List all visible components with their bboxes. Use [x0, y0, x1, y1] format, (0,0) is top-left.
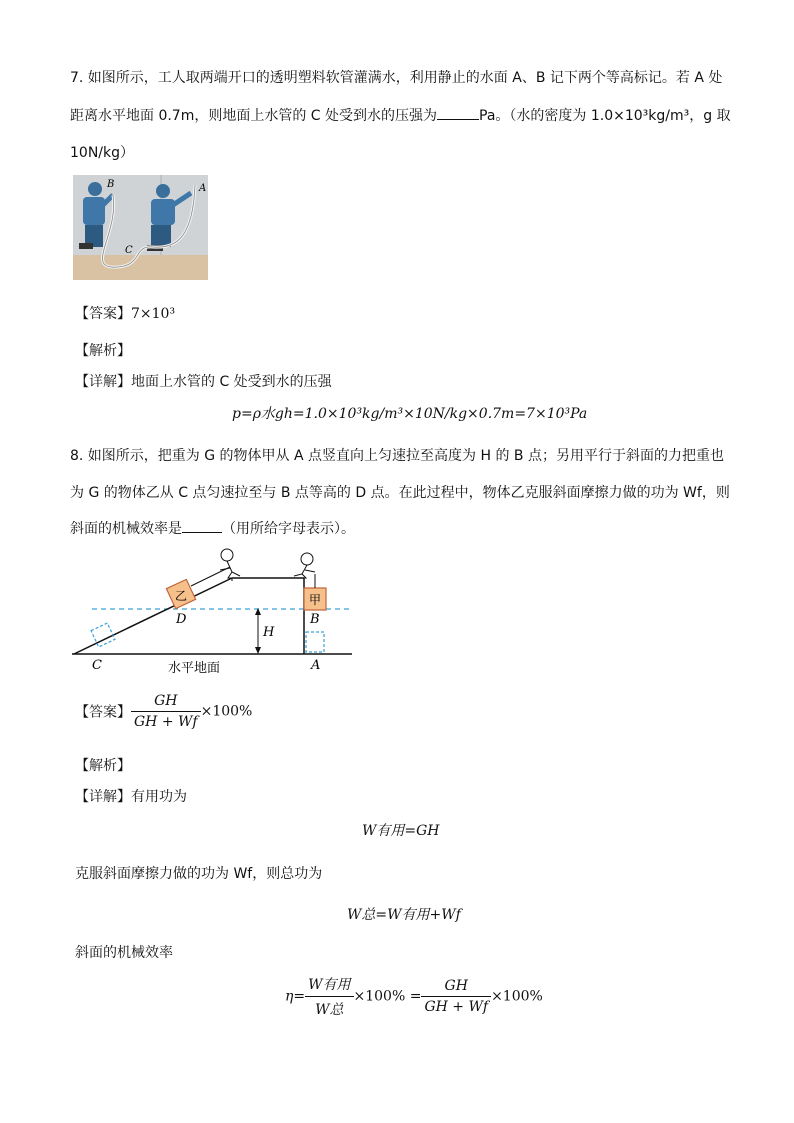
q8-line3-post: （用所给字母表示）。: [222, 521, 355, 537]
q8-detail: [75, 786, 187, 806]
q8-detail-text: 有用功为: [131, 789, 187, 805]
q8-eq3: [285, 974, 543, 1019]
q8-label-ground: 水平地面: [168, 661, 221, 676]
q8-answer-suffix: ×100%: [200, 703, 253, 720]
q8-answer-den: GH + Wf: [134, 714, 198, 730]
q7-line1: 7. 如图所示，工人取两端开口的透明塑料软管灌满水，利用静止的水面 A、B 记下两个等高标记。若 A 处: [70, 70, 723, 86]
q8-label-jia: 甲: [309, 593, 322, 607]
q8-eq3-mid: ×100% =: [353, 988, 422, 1005]
q7-answer: [75, 303, 175, 323]
q8-eq3-frac2: [421, 978, 491, 1015]
q8-line1: 8. 如图所示，把重为 G 的物体甲从 A 点竖直向上匀速拉至高度为 H 的 B 点；另用平行于斜面的力把重也: [70, 448, 724, 464]
q8-answer: [75, 693, 252, 730]
q7-line2-pre: 距离水平地面 0.7m，则地面上水管的 C 处受到水的压强为: [70, 108, 438, 124]
q8-eq3-lhs: η=: [285, 988, 306, 1005]
q7-detail-label: 【详解】: [75, 374, 131, 390]
q8-text3: 斜面的机械效率: [75, 945, 173, 961]
q8-line3-pre: 斜面的机械效率是: [70, 521, 182, 537]
q8-label-yi: 乙: [175, 589, 188, 603]
q7-line2: [70, 105, 731, 125]
q7-answer-value: 7×10³: [131, 306, 176, 322]
q8-answer-fraction: [131, 693, 201, 730]
q8-label-H: H: [263, 625, 275, 640]
q8-figure: [72, 548, 354, 678]
q8-eq3-den2: GH + Wf: [424, 999, 489, 1015]
q7-label-C: C: [125, 245, 133, 256]
q8-eq3-num1: W有用: [305, 974, 353, 997]
q8-eq3-den1: W总: [315, 1002, 344, 1018]
person-right-figure: [294, 553, 315, 578]
q7-answer-label: 【答案】: [75, 306, 131, 322]
q7-answer-blank[interactable]: [437, 105, 479, 120]
q8-eq1: W有用=GH: [362, 823, 440, 839]
person-left-figure: [220, 549, 240, 578]
q7-line2-post: Pa。（水的密度为 1.0×10³kg/m³，g 取: [479, 108, 731, 124]
q7-figure: [73, 175, 208, 280]
q7-label-A: A: [199, 183, 207, 194]
q8-eq2: W总=W有用+Wf: [347, 907, 461, 923]
q8-detail-label: 【详解】: [75, 789, 131, 805]
q8-answer-blank[interactable]: [182, 518, 222, 533]
q7-detail: [75, 371, 332, 391]
q8-label-A: A: [311, 658, 321, 673]
q8-eq3-num2: GH: [421, 978, 491, 997]
q8-answer-num: GH: [131, 693, 201, 712]
q8-text2: 克服斜面摩擦力做的功为 Wf，则总功为: [75, 866, 323, 882]
q8-eq3-frac1: [305, 974, 353, 1019]
q8-label-C: C: [92, 658, 102, 673]
q7-analysis-label: 【解析】: [75, 343, 131, 359]
q8-eq3-suffix: ×100%: [491, 988, 543, 1005]
q7-detail-text: 地面上水管的 C 处受到水的压强: [131, 374, 332, 390]
q7-label-B: B: [107, 179, 115, 190]
q8-analysis-label: 【解析】: [75, 758, 131, 774]
q8-line2: 为 G 的物体乙从 C 点匀速拉至与 B 点等高的 D 点。在此过程中，物体乙克服斜面摩擦力做的功为 Wf，则: [70, 485, 730, 501]
q7-line3: 10N/kg）: [70, 145, 134, 161]
q8-label-D: D: [176, 612, 187, 627]
q8-line3: [70, 518, 355, 538]
q7-formula: p=ρ水gh=1.0×10³kg/m³×10N/kg×0.7m=7×10³Pa: [232, 406, 588, 422]
q8-answer-label: 【答案】: [75, 704, 131, 721]
q8-label-B: B: [310, 612, 320, 627]
